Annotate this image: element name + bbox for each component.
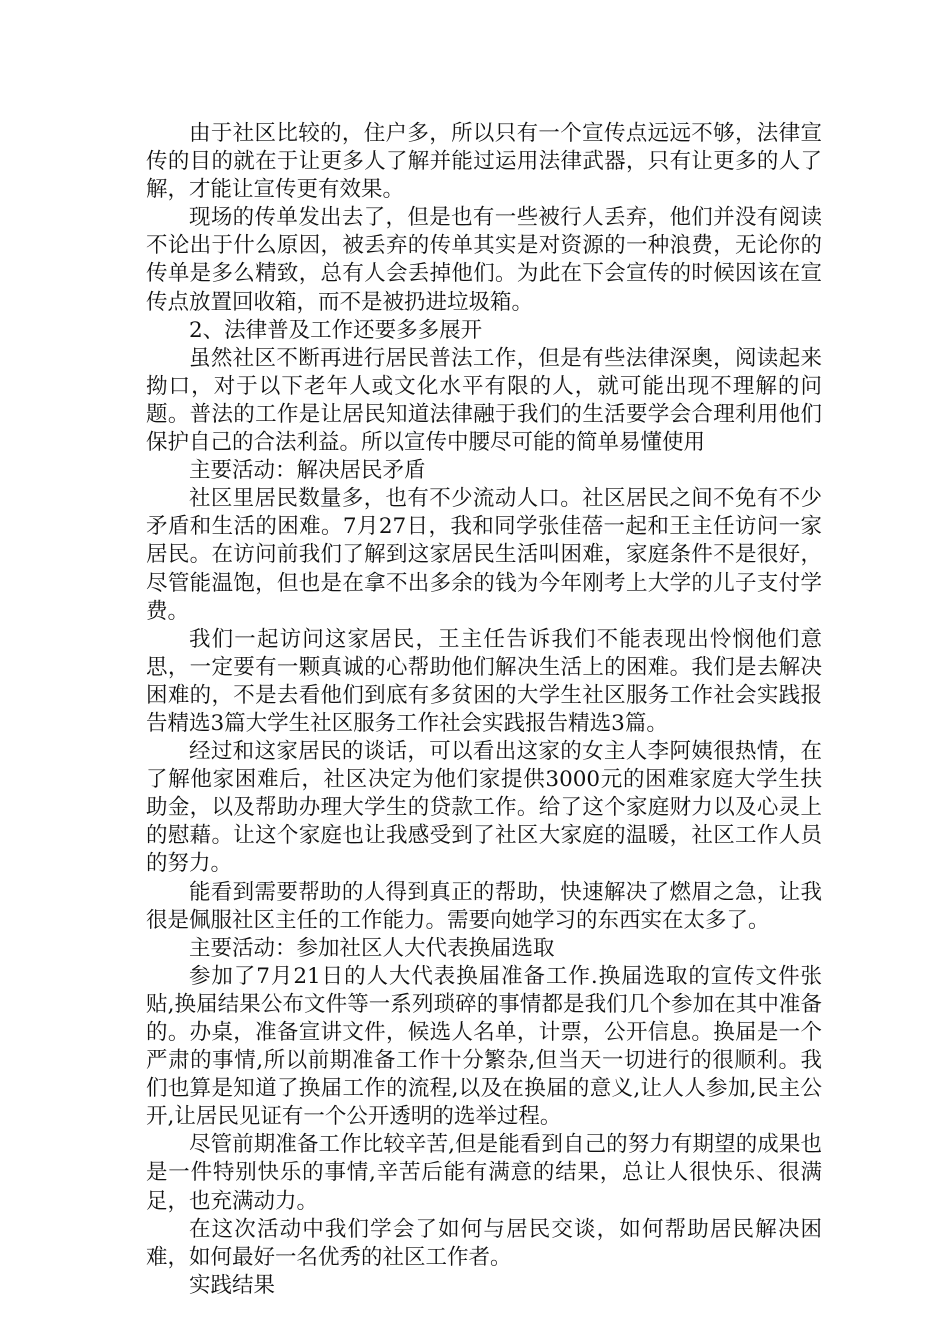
section-heading: 2、法律普及工作还要多多展开 [189,317,483,343]
document-body [146,120,822,1300]
section-heading: 实践结果 [189,1272,276,1298]
paragraph: 尽管前期准备工作比较辛苦,但是能看到自己的努力有期望的成果也是一件特别快乐的事情,辛苦后能有满意的结果，总让人很快乐、很满足，也充满动力。 [146,1132,822,1214]
paragraph: 现场的传单发出去了，但是也有一些被行人丢弃，他们并没有阅读不论出于什么原因，被丢弃的传单其实是对资源的一种浪费，无论你的传单是多么精致，总有人会丢掉他们。为此在下会宣传的时候因该在宣传点放置回收箱，而不是被扔进垃圾箱。 [146,205,822,315]
paragraph: 我们一起访问这家居民，王主任告诉我们不能表现出怜悯他们意思，一定要有一颗真诚的心帮助他们解决生活上的困难。我们是去解决困难的，不是去看他们到底有多贫困的大学生社区服务工作社会实践报告精选3篇大学生社区服务工作社会实践报告精选3篇。 [146,626,822,736]
section-heading: 主要活动：解决居民矛盾 [189,458,426,484]
section-heading: 主要活动：参加社区人大代表换届选取 [189,935,555,961]
paragraph: 经过和这家居民的谈话，可以看出这家的女主人李阿姨很热情，在了解他家困难后，社区决定为他们家提供3000元的困难家庭大学生扶助金，以及帮助办理大学生的贷款工作。给了这个家庭财力以及心灵上的慰藉。让这个家庭也让我感受到了社区大家庭的温暖，社区工作人员的努力。 [146,739,822,877]
paragraph: 在这次活动中我们学会了如何与居民交谈，如何帮助居民解决困难，如何最好一名优秀的社区工作者。 [146,1216,822,1270]
paragraph: 社区里居民数量多，也有不少流动人口。社区居民之间不免有不少矛盾和生活的困难。7月27日，我和同学张佳蓓一起和王主任访问一家居民。在访问前我们了解到这家居民生活叫困难，家庭条件不是很好，尽管能温饱，但也是在拿不出多余的钱为今年刚考上大学的儿子支付学费。 [146,486,822,624]
paragraph: 虽然社区不断再进行居民普法工作，但是有些法律深奥，阅读起来拗口，对于以下老年人或文化水平有限的人，就可能出现不理解的问题。普法的工作是让居民知道法律融于我们的生活要学会合理利用他们保护自己的合法利益。所以宣传中腰尽可能的简单易懂使用 [146,345,822,456]
paragraph: 由于社区比较的，住户多，所以只有一个宣传点远远不够，法律宣传的目的就在于让更多人了解并能过运用法律武器，只有让更多的人了解，才能让宣传更有效果。 [146,121,822,203]
paragraph: 参加了7月21日的人大代表换届准备工作.换届选取的宣传文件张贴,换届结果公布文件等一系列琐碎的事情都是我们几个参加在其中准备的。办桌，准备宣讲文件，候选人名单，计票，公开信息。换届是一个严肃的事情,所以前期准备工作十分繁杂,但当天一切进行的很顺利。我们也算是知道了换届工作的流程,以及在换届的意义,让人人参加,民主公开,让居民见证有一个公开透明的选举过程。 [146,963,822,1130]
paragraph: 能看到需要帮助的人得到真正的帮助，快速解决了燃眉之急，让我很是佩服社区主任的工作能力。需要向她学习的东西实在太多了。 [146,879,822,933]
